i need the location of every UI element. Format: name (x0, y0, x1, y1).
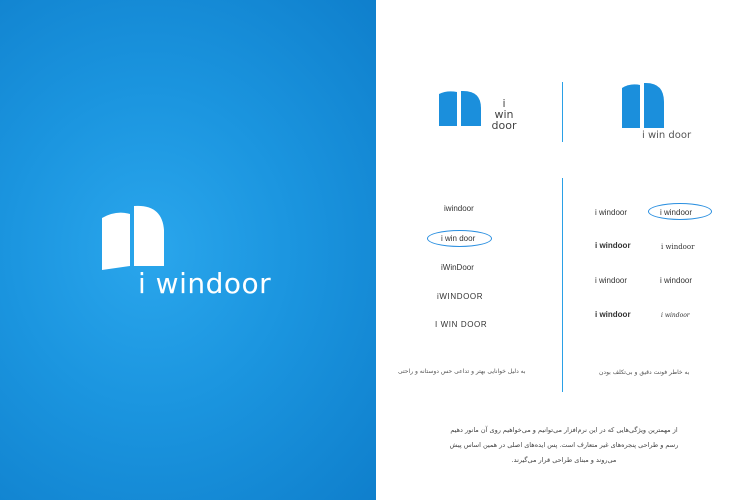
hero-wordmark: i windoor (138, 267, 272, 300)
variant-regular-left: i windoor (595, 208, 628, 217)
paragraph-line-3: می‌روند و مبنای طراحی قرار می‌گیرند. (511, 456, 617, 464)
logo-option-b-wordmark: i win door (642, 130, 692, 141)
variant-lowercase: iwindoor (444, 204, 474, 213)
caption-right: به خاطر فونت دقیق و بی‌تکلف بودن (599, 369, 690, 376)
variant-spaced: i win door (441, 234, 476, 243)
logo-a-line-2: win (494, 108, 514, 121)
logo-option-a-wordmark (486, 98, 522, 131)
caption-left: به دلیل خوانایی بهتر و تداعی حس دوستانه و راحتی (398, 368, 526, 375)
variant-thin-left: i windoor (595, 276, 628, 285)
variant-all-caps: I WIN DOOR (435, 320, 488, 329)
logo-a-line-3: door (491, 119, 517, 132)
description-paragraph (436, 423, 692, 468)
variant-mixed-caps: iWINDOOR (437, 292, 484, 301)
variant-camelcase: iWinDoor (441, 263, 474, 272)
paragraph-line-2: رسم و طراحی پنجره‌های غیر متعارف است. پس ایده‌های اصلی در همین اساس پیش (449, 441, 679, 449)
variant-serif-right: i windoor (661, 243, 695, 251)
variant-regular-right: i windoor (660, 208, 693, 217)
variant-script-right: i windoor (661, 312, 690, 319)
logo-option-a-icon (437, 90, 483, 128)
top-divider (562, 82, 563, 142)
variant-bold-left: i windoor (595, 241, 631, 250)
logo-a-line-1: i (502, 97, 506, 110)
bottom-divider (562, 178, 563, 392)
window-logo-icon (100, 204, 166, 272)
logo-option-b-icon (620, 82, 666, 130)
logo-exploration-panel (376, 0, 750, 500)
paragraph-line-1: از مهمترین ویژگی‌هایی که در این نرم‌افزار می‌توانیم و می‌خواهیم روی آن مانور دهیم (450, 426, 678, 434)
variant-thin-right: i windoor (660, 276, 693, 285)
variant-heavy-left: i windoor (595, 310, 631, 319)
